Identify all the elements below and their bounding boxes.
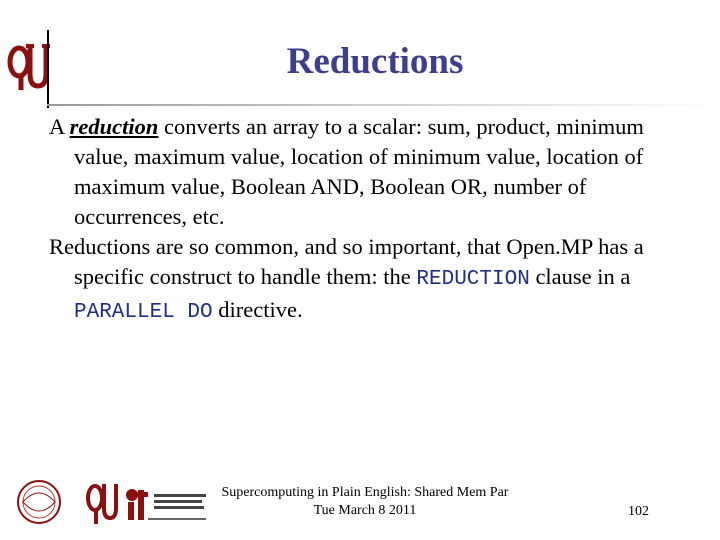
bullet-reduction-definition: [49, 112, 699, 232]
para1-rest: converts an array to a scalar: sum, product, minimum value, maximum value, location of minimum value, location of maximum value, Boolean AND, Boolean OR, number of occurrences, etc.: [74, 114, 644, 229]
footer-line1: Supercomputing in Plain English: Shared Mem Par: [221, 485, 509, 500]
header-horizontal-rule: [47, 104, 720, 106]
code-parallel-do: PARALLEL DO: [74, 301, 213, 324]
para2-text1: Reductions are so common, and so important, that Open.MP has a specific construct to handle them: the: [49, 234, 644, 289]
ou-small-logo-icon: [88, 484, 116, 524]
slide-title: Reductions: [286, 41, 464, 82]
para2-text2: clause in a: [529, 264, 631, 289]
para2-text3: directive.: [212, 297, 303, 322]
it-logo-icon: [126, 489, 206, 520]
bullet-reduction-openmp: [49, 232, 699, 328]
footer-caption: [210, 484, 520, 520]
footer-line2: Tue March 8 2011: [313, 503, 417, 518]
para1-prefix: A: [49, 114, 70, 139]
oscer-logo-icon: [18, 481, 60, 523]
page-number: 102: [628, 504, 649, 519]
footer-logos: [14, 478, 214, 528]
code-reduction: REDUCTION: [416, 268, 530, 291]
header-vertical-rule: [47, 30, 49, 108]
ou-logo-icon: [6, 40, 50, 94]
term-reduction: reduction: [69, 114, 159, 139]
slide-body: [49, 112, 699, 328]
